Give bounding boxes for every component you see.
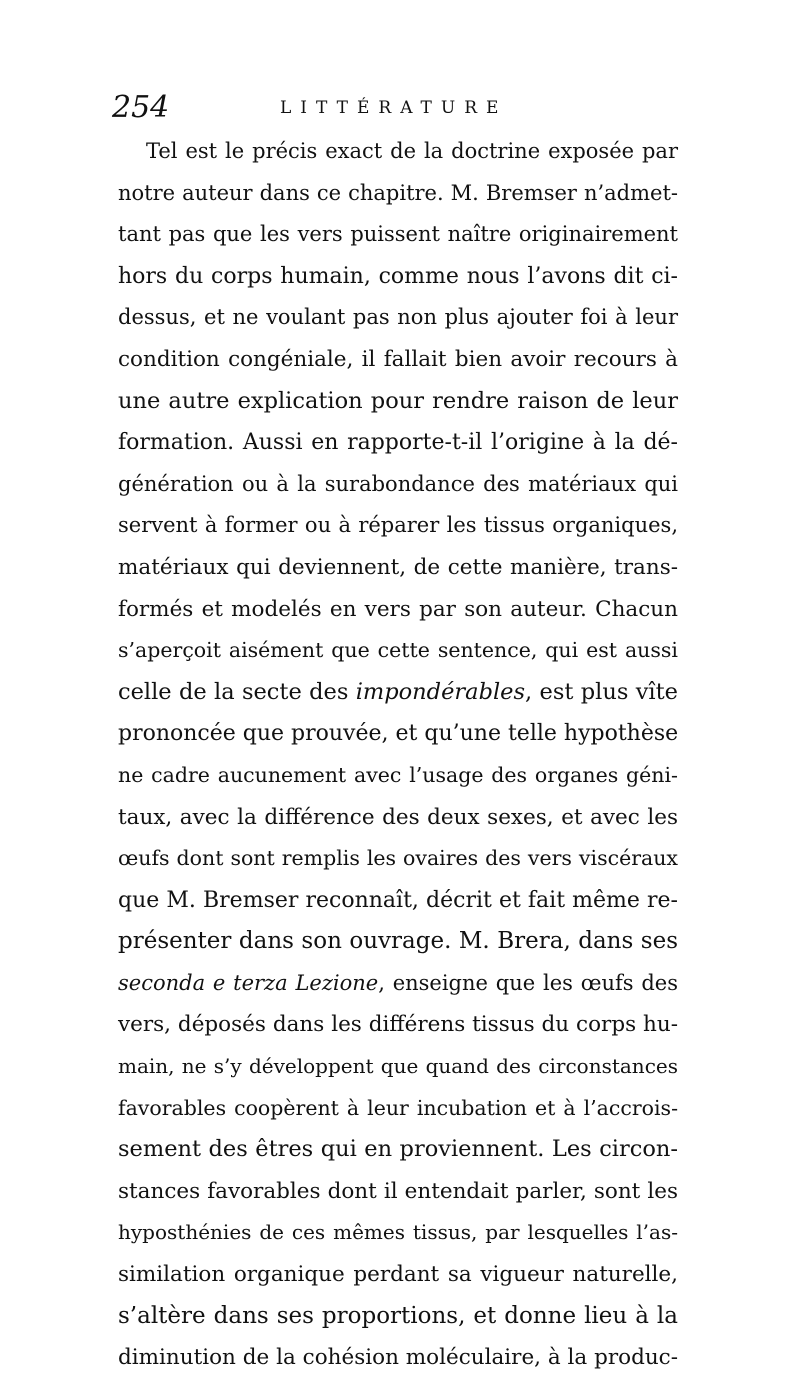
italic-title: seconda e terza Lezione (118, 970, 379, 995)
text-line: sement des êtres qui en proviennent. Les circon- (118, 1136, 678, 1163)
text-line: tant pas que les vers puissent naître originairement (118, 222, 678, 247)
text-line: dessus, et ne voulant pas non plus ajouter foi à leur (118, 305, 678, 330)
text-line: matériaux qui deviennent, de cette manière, trans- (118, 554, 678, 580)
text-line: s’altère dans ses proportions, et donne lieu à la (118, 1302, 678, 1329)
text-line: génération ou à la surabondance des matériaux qui (118, 471, 678, 496)
page-header (112, 88, 672, 128)
text-line: formation. Aussi en rapporte-t-il l’origine à la dé- (118, 430, 678, 456)
running-title: LITTÉRATURE (280, 98, 508, 118)
text-line: œufs dont sont remplis les ovaires des vers viscéraux (118, 846, 678, 871)
text-line: celle de la secte des impondérables, est plus vîte (118, 678, 678, 705)
text-line: similation organique perdant sa vigueur naturelle, (118, 1262, 678, 1288)
text-line: s’aperçoit aisément que cette sentence, qui est aussi (118, 638, 678, 663)
text-line: notre auteur dans ce chapitre. M. Bremser n’admet- (118, 180, 678, 205)
text-line: Tel est le précis exact de la doctrine exposée par (146, 139, 678, 163)
text-line: hyposthénies de ces mêmes tissus, par lesquelles l’as- (118, 1220, 678, 1245)
body-text (118, 131, 678, 1379)
text-line: que M. Bremser reconnaît, décrit et fait même re- (118, 887, 678, 913)
text-line: prononcée que prouvée, et qu’une telle hypothèse (118, 721, 679, 747)
text-line: vers, déposés dans les différens tissus du corps hu- (118, 1012, 678, 1038)
text-line: servent à former ou à réparer les tissus organiques, (118, 513, 678, 538)
italic-term: impondérables (355, 678, 526, 705)
text-line: diminution de la cohésion moléculaire, à la produc- (118, 1345, 678, 1371)
text-line: une autre explication pour rendre raison de leur (118, 387, 678, 414)
text-line: présenter dans son ouvrage. M. Brera, dans ses (118, 928, 678, 955)
text-line: condition congéniale, il fallait bien avoir recours à (118, 346, 678, 372)
text-line: ne cadre aucunement avec l’usage des organes géni- (118, 762, 678, 787)
text-line: main, ne s’y développent que quand des circonstances (118, 1054, 678, 1079)
text-line: formés et modelés en vers par son auteur. Chacun (118, 596, 678, 622)
text-line: seconda e terza Lezione, enseigne que les œufs des (118, 970, 678, 995)
text-line: hors du corps humain, comme nous l’avons dit ci- (118, 263, 678, 289)
text-line: taux, avec la différence des deux sexes, et avec les (118, 804, 678, 830)
text-line: stances favorables dont il entendait parler, sont les (118, 1178, 678, 1204)
page-number: 254 (112, 90, 170, 125)
text-line: favorables coopèrent à leur incubation et à l’accrois- (118, 1095, 678, 1120)
